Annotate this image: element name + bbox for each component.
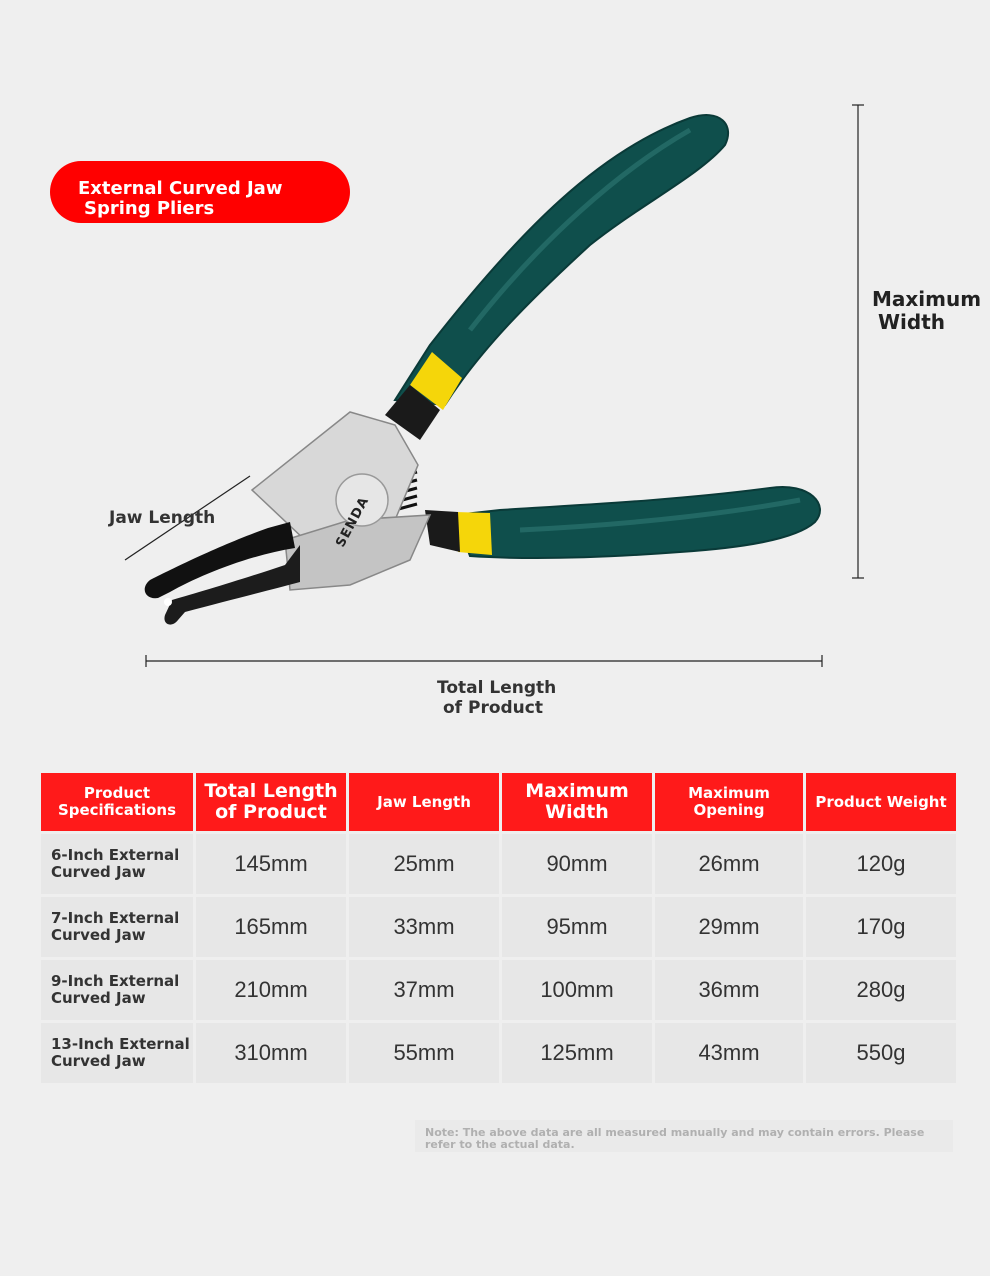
row-name: 7-Inch External Curved Jaw xyxy=(41,897,193,957)
cell-total-length: 310mm xyxy=(196,1023,346,1083)
lower-sleeve xyxy=(455,512,492,555)
cell-total-length: 210mm xyxy=(196,960,346,1020)
cell-jaw-length: 25mm xyxy=(349,834,499,894)
cell-weight: 280g xyxy=(806,960,956,1020)
max-width-label xyxy=(872,288,981,334)
cell-max-opening: 36mm xyxy=(655,960,803,1020)
cell-jaw-length: 33mm xyxy=(349,897,499,957)
brand-text: SENDA xyxy=(333,494,373,550)
table-header-row xyxy=(41,773,956,831)
cell-max-opening: 29mm xyxy=(655,897,803,957)
cell-total-length: 165mm xyxy=(196,897,346,957)
header-max-width: Maximum Width xyxy=(502,773,652,831)
total-length-label xyxy=(437,678,556,718)
title-line-2: Spring Pliers xyxy=(84,198,215,219)
cell-weight: 550g xyxy=(806,1023,956,1083)
header-product-spec: Product Specifications xyxy=(41,773,193,831)
total-length-label-line-2: of Product xyxy=(443,698,543,718)
header-jaw-length: Jaw Length xyxy=(349,773,499,831)
row-name: 9-Inch External Curved Jaw xyxy=(41,960,193,1020)
cell-jaw-length: 37mm xyxy=(349,960,499,1020)
title-line-1: External Curved Jaw xyxy=(78,178,283,199)
header-max-opening: Maximum Opening xyxy=(655,773,803,831)
header-total-length: Total Length of Product xyxy=(196,773,346,831)
total-length-label-line-1: Total Length xyxy=(437,678,557,698)
max-width-line xyxy=(852,105,864,578)
header-weight: Product Weight xyxy=(806,773,956,831)
row-name: 6-Inch External Curved Jaw xyxy=(41,834,193,894)
cell-max-width: 90mm xyxy=(502,834,652,894)
table-row xyxy=(41,960,956,1020)
spec-table xyxy=(38,770,959,1086)
upper-handle xyxy=(395,115,728,405)
cell-max-width: 95mm xyxy=(502,897,652,957)
cell-weight: 170g xyxy=(806,897,956,957)
max-width-label-line-2: Width xyxy=(878,310,946,334)
cell-weight: 120g xyxy=(806,834,956,894)
table-row xyxy=(41,897,956,957)
table-row xyxy=(41,834,956,894)
cell-max-opening: 26mm xyxy=(655,834,803,894)
max-width-label-line-1: Maximum xyxy=(872,287,982,311)
cell-total-length: 145mm xyxy=(196,834,346,894)
measurement-note: Note: The above data are all measured manually and may contain errors. Please refer to the actual data. xyxy=(415,1120,953,1152)
table-row xyxy=(41,1023,956,1083)
row-name: 13-Inch External Curved Jaw xyxy=(41,1023,193,1083)
cell-max-opening: 43mm xyxy=(655,1023,803,1083)
cell-max-width: 125mm xyxy=(502,1023,652,1083)
total-length-line xyxy=(146,655,822,667)
cell-jaw-length: 55mm xyxy=(349,1023,499,1083)
cell-max-width: 100mm xyxy=(502,960,652,1020)
jaw-length-label: Jaw Length xyxy=(109,508,216,528)
